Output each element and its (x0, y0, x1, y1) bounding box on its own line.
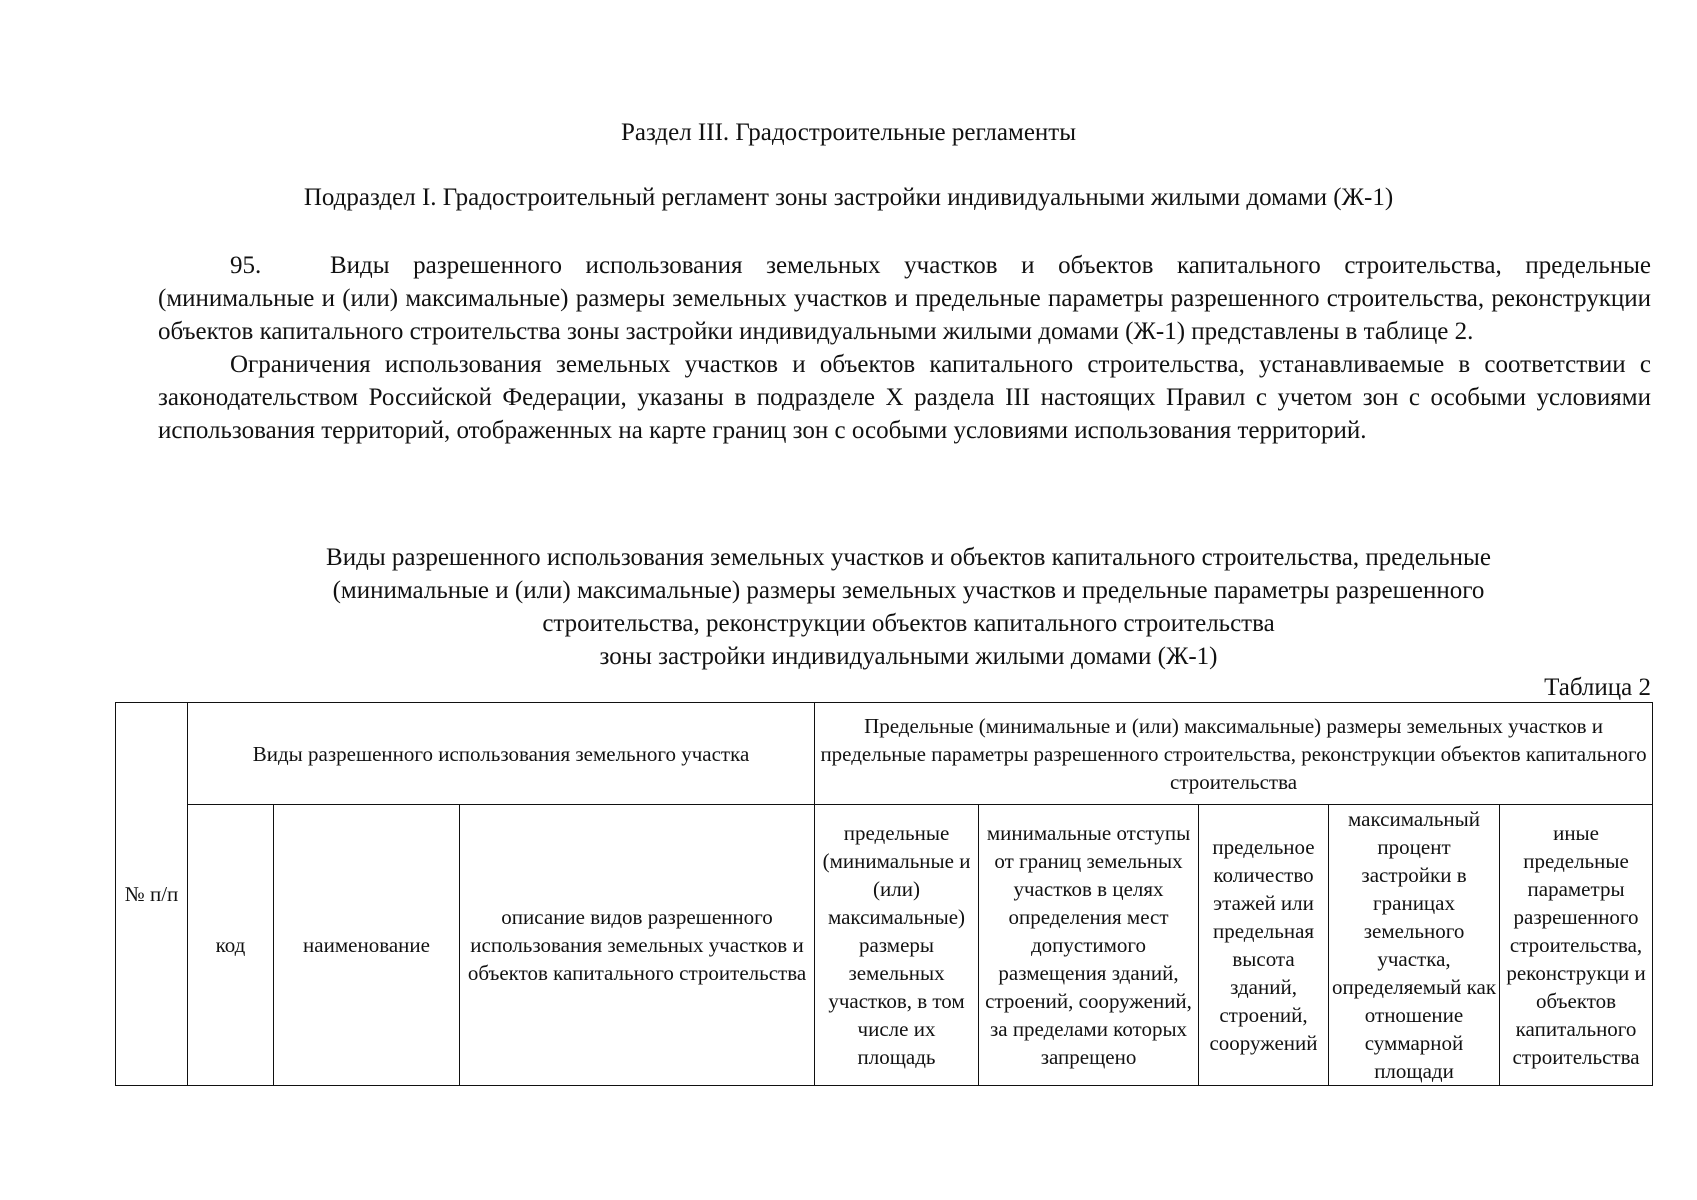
table-label: Таблица 2 (1544, 674, 1651, 701)
header-name: наименование (274, 805, 460, 1086)
paragraph-restrictions: Ограничения использования земельных участков и объектов капитального строительства, устанавливаемые в соответствии с законодательством Российской Федерации, указаны в подразделе X раздела III настоящих Правил с учетом зон с особыми условиями использования территорий, отображенных на карте границ зон с особыми условиями использования территорий. (158, 351, 1651, 444)
header-coverage: максимальный процент застройки в границах земельного участка, определяемый как отношение суммарной площади (1329, 805, 1500, 1086)
table-caption-line: Виды разрешенного использования земельных участков и объектов капитального строительства, предельные (326, 544, 1491, 571)
table-caption-line: зоны застройки индивидуальными жилыми домами (Ж-1) (599, 643, 1218, 670)
subsection-title: Подраздел I. Градостроительный регламент зоны застройки индивидуальными жилыми домами (Ж-1) (303, 184, 1394, 211)
regulation-table (115, 702, 1653, 1086)
paragraph-text: Виды разрешенного использования земельных участков и объектов капитального строительства, предельные (минимальные и (или) максимальные) размеры земельных участков и предельные параметры разрешенного строительства, реконструкции объектов капитального строительства зоны застройки индивидуальными жилыми домами (Ж-1) представлены в таблице 2. (158, 252, 1651, 345)
table-header-row-1 (116, 703, 1653, 805)
header-code: код (188, 805, 274, 1086)
table-header-row-2 (116, 805, 1653, 1086)
header-description: описание видов разрешенного использования земельных участков и объектов капитального строительства (460, 805, 815, 1086)
header-other: иные предельные параметры разрешенного строительства, реконструкци и объектов капитального строительства (1500, 805, 1653, 1086)
header-group-limits: Предельные (минимальные и (или) максимальные) размеры земельных участков и предельные параметры разрешенного строительства, реконструкции объектов капитального строительства (815, 703, 1653, 805)
header-setbacks: минимальные отступы от границ земельных участков в целях определения мест допустимого размещения зданий, строений, сооружений, за пределами которых запрещено (979, 805, 1199, 1086)
paragraph-95 (158, 249, 1651, 348)
table-caption (200, 541, 1617, 673)
body-text (158, 249, 1651, 447)
table-caption-line: (минимальные и (или) максимальные) размеры земельных участков и предельные параметры разрешенного (332, 577, 1485, 604)
section-title: Раздел III. Градостроительные регламенты (620, 119, 1077, 146)
header-floors: предельное количество этажей или предельная высота зданий, строений, сооружений (1199, 805, 1329, 1086)
table-caption-line: строительства, реконструкции объектов капитального строительства (542, 610, 1275, 637)
header-group-use: Виды разрешенного использования земельного участка (188, 703, 815, 805)
paragraph-number: 95. (230, 252, 262, 279)
header-size: предельные (минимальные и (или) максимальные) размеры земельных участков, в том числе их площадь (815, 805, 979, 1086)
header-number: № п/п (116, 703, 188, 1086)
